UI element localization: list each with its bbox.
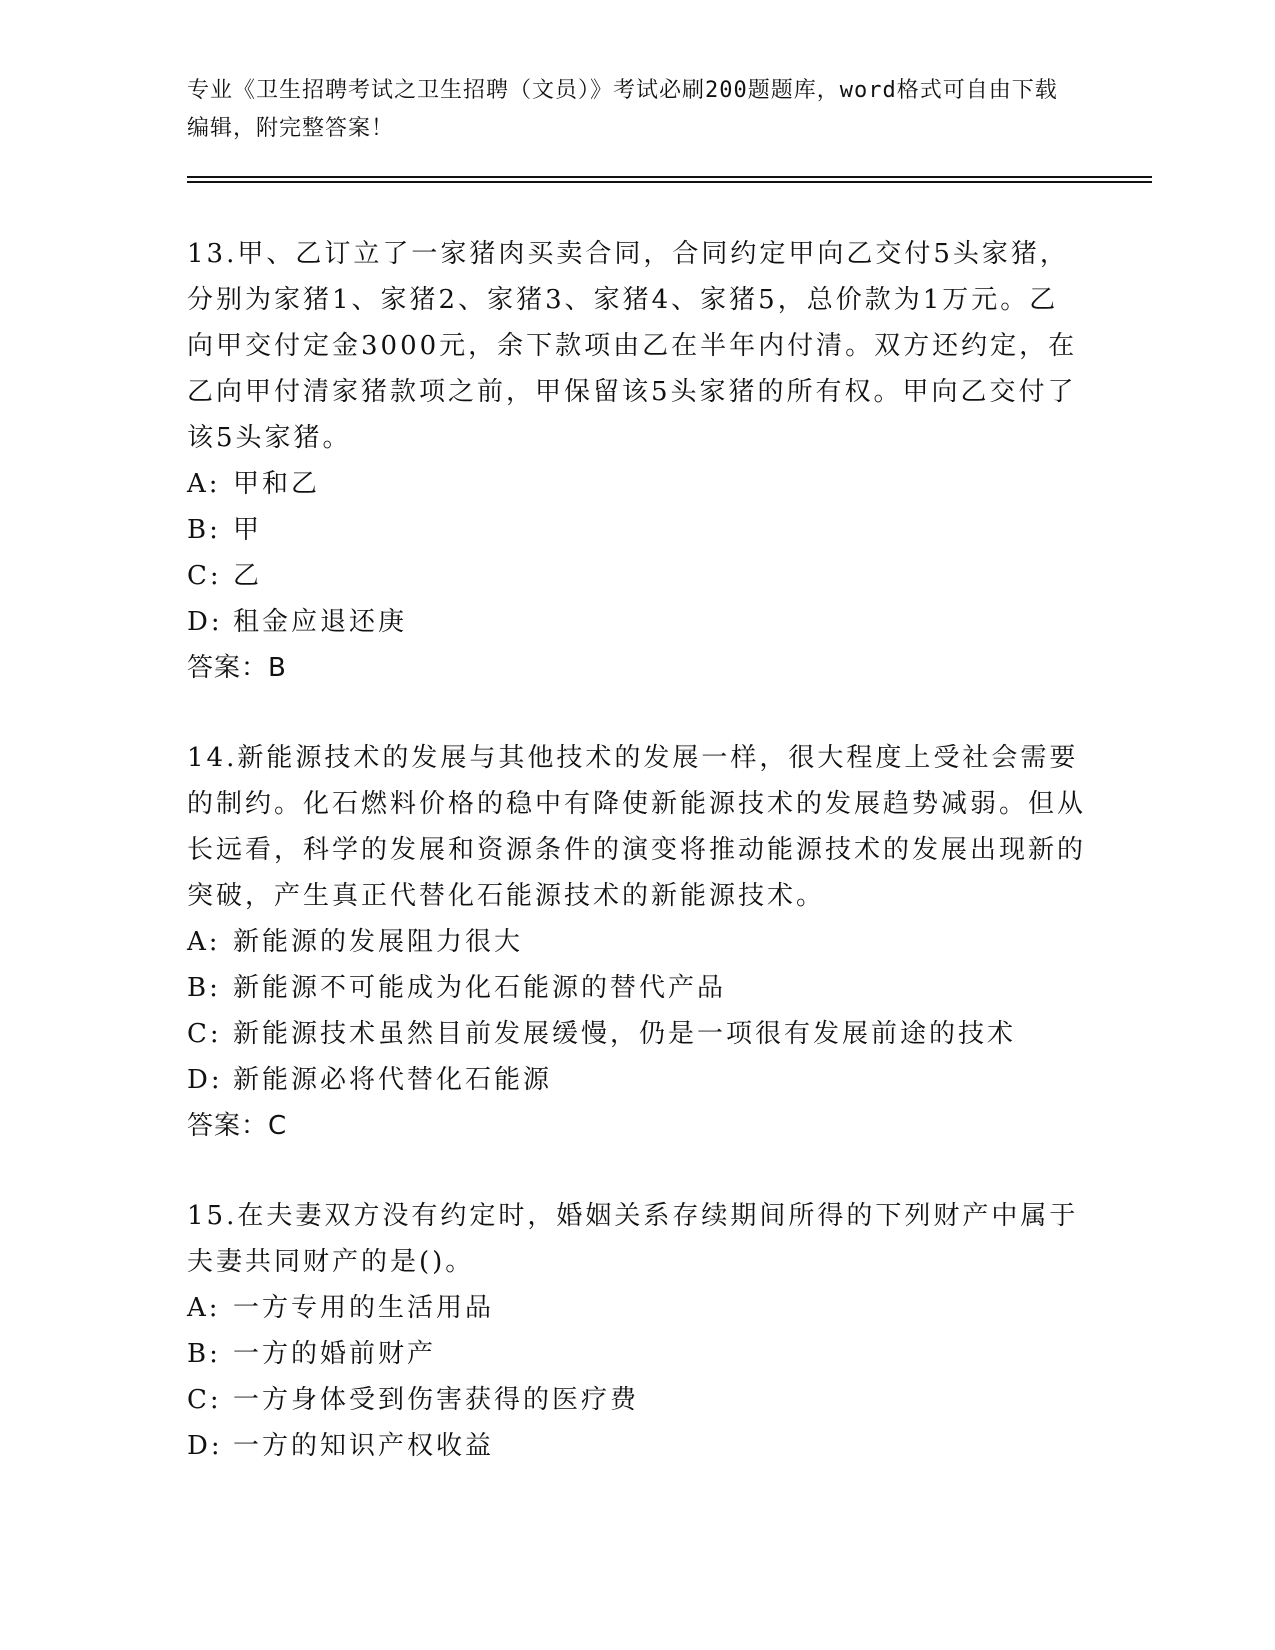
option-d <box>187 1057 1087 1103</box>
option-key: A: <box>187 927 221 957</box>
option-b <box>187 965 1087 1011</box>
option-key: D: <box>187 1431 223 1461</box>
option-c <box>187 1377 1087 1423</box>
question-14 <box>187 735 1087 1149</box>
option-text: 一方专用的生活用品 <box>233 1293 495 1323</box>
option-text: 甲和乙 <box>233 469 321 499</box>
option-c <box>187 553 1087 599</box>
header-divider-bottom <box>187 181 1152 183</box>
option-key: D: <box>187 1065 223 1095</box>
option-text: 一方身体受到伤害获得的医疗费 <box>233 1385 640 1415</box>
question-15 <box>187 1193 1087 1469</box>
question-stem: 15.在夫妻双方没有约定时，婚姻关系存续期间所得的下列财产中属于夫妻共同财产的是()。 <box>187 1201 1079 1277</box>
question-spacer <box>187 691 1087 735</box>
option-b <box>187 1331 1087 1377</box>
option-text: 乙 <box>233 561 263 591</box>
question-13 <box>187 231 1087 691</box>
answer-label: 答案：C <box>187 1111 288 1141</box>
answer-label: 答案：B <box>187 653 287 683</box>
option-text: 租金应退还庚 <box>233 607 408 637</box>
option-a <box>187 461 1087 507</box>
option-key: D: <box>187 607 223 637</box>
option-key: A: <box>187 1293 221 1323</box>
option-c <box>187 1011 1087 1057</box>
option-a <box>187 1285 1087 1331</box>
question-stem: 13.甲、乙订立了一家猪肉买卖合同，合同约定甲向乙交付5头家猪，分别为家猪1、家猪2、家猪3、家猪4、家猪5，总价款为1万元。乙向甲交付定金3000元，余下款项由乙在半年内付清。双方还约定，在乙向甲付清家猪款项之前，甲保留该5头家猪的所有权。甲向乙交付了该5头家猪。 <box>187 239 1078 453</box>
option-key: B: <box>187 515 221 545</box>
option-text: 一方的婚前财产 <box>233 1339 437 1369</box>
option-key: C: <box>187 1385 222 1415</box>
option-key: B: <box>187 973 221 1003</box>
option-key: C: <box>187 561 222 591</box>
option-text: 甲 <box>233 515 263 545</box>
option-text: 新能源必将代替化石能源 <box>233 1065 553 1095</box>
question-stem: 14.新能源技术的发展与其他技术的发展一样，很大程度上受社会需要的制约。化石燃料价格的稳中有降使新能源技术的发展趋势减弱。但从长远看，科学的发展和资源条件的演变将推动能源技术的发展出现新的突破，产生真正代替化石能源技术的新能源技术。 <box>187 743 1087 911</box>
option-key: A: <box>187 469 221 499</box>
document-header: 专业《卫生招聘考试之卫生招聘（文员）》考试必刷200题题库，word格式可自由下载编辑，附完整答案！ <box>187 78 1058 141</box>
header-divider-top <box>187 176 1152 178</box>
question-spacer <box>187 1149 1087 1193</box>
option-text: 新能源技术虽然目前发展缓慢，仍是一项很有发展前途的技术 <box>233 1019 1017 1049</box>
option-key: C: <box>187 1019 222 1049</box>
option-d <box>187 1423 1087 1469</box>
option-text: 一方的知识产权收益 <box>233 1431 495 1461</box>
option-b <box>187 507 1087 553</box>
option-d <box>187 599 1087 645</box>
option-text: 新能源的发展阻力很大 <box>233 927 524 957</box>
option-key: B: <box>187 1339 221 1369</box>
option-a <box>187 919 1087 965</box>
question-list <box>187 231 1087 1469</box>
option-text: 新能源不可能成为化石能源的替代产品 <box>233 973 727 1003</box>
